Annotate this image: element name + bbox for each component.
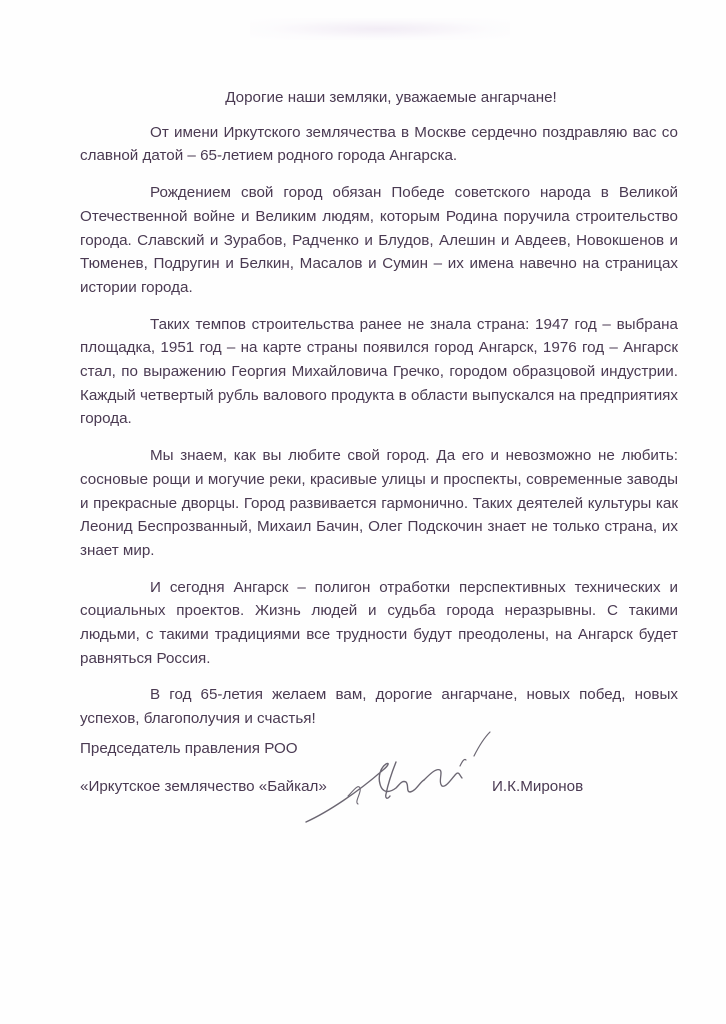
signature-stroke-1 <box>306 763 424 822</box>
signer-organization: «Иркутское землячество «Байкал» <box>80 778 327 795</box>
letter-paragraph-1: От имени Иркутского землячества в Москве сердечно поздравляю вас со славной датой – 65-летием родного города Ангарска. <box>80 123 678 165</box>
letter-paragraph-2: Рождением свой город обязан Победе советского народа в Великой Отечественной войне и Великим людям, которым Родина поручила строительство города. Славский и Зурабов, Радченко и Блудов, Алешин и Авдеев, Новокшенов и Тюменев, Подругин и Белкин, Масалов и Сумин – их имена навечно на страницах истории города. <box>80 184 678 296</box>
signer-position: Председатель правления РОО <box>80 740 298 757</box>
signature-stroke-5 <box>474 732 490 756</box>
letterhead-smudge <box>250 18 510 40</box>
letter-greeting: Дорогие наши земляки, уважаемые ангарчане! <box>225 89 557 106</box>
signature-stroke-3 <box>424 770 462 787</box>
handwritten-signature <box>288 722 528 832</box>
letter-paragraph-4: Мы знаем, как вы любите свой город. Да его и невозможно не любить: сосновые рощи и могучие реки, красивые улицы и проспекты, современные заводы и прекрасные дворцы. Город развивается гармонично. Таких деятелей культуры как Леонид Беспрозванный, Михаил Бачин, Олег Подскочин знает не только страна, их знает мир. <box>80 447 678 559</box>
letter-paragraph-6: В год 65-летия желаем вам, дорогие ангарчане, новых побед, новых успехов, благополучия и счастья! <box>80 686 678 728</box>
letter-paragraph-5: И сегодня Ангарск – полигон отработки перспективных технических и социальных проектов. Жизнь людей и судьба города неразрывны. С такими людьми, с такими традициями все трудности будут преодолены, на Ангарск будет равняться Россия. <box>80 578 678 667</box>
signature-stroke-2 <box>386 762 396 798</box>
signature-stroke-4 <box>460 759 466 766</box>
letter-body <box>80 86 678 744</box>
signer-name: И.К.Миронов <box>492 778 584 795</box>
letter-paragraph-3: Таких темпов строительства ранее не знала страна: 1947 год – выбрана площадка, 1951 год – на карте страны появился город Ангарск, 1976 год – Ангарск стал, по выражению Георгия Михайловича Гречко, городом образцовой индустрии. Каждый четвертый рубль валового продукта в области выпускался на предприятиях города. <box>80 315 678 428</box>
